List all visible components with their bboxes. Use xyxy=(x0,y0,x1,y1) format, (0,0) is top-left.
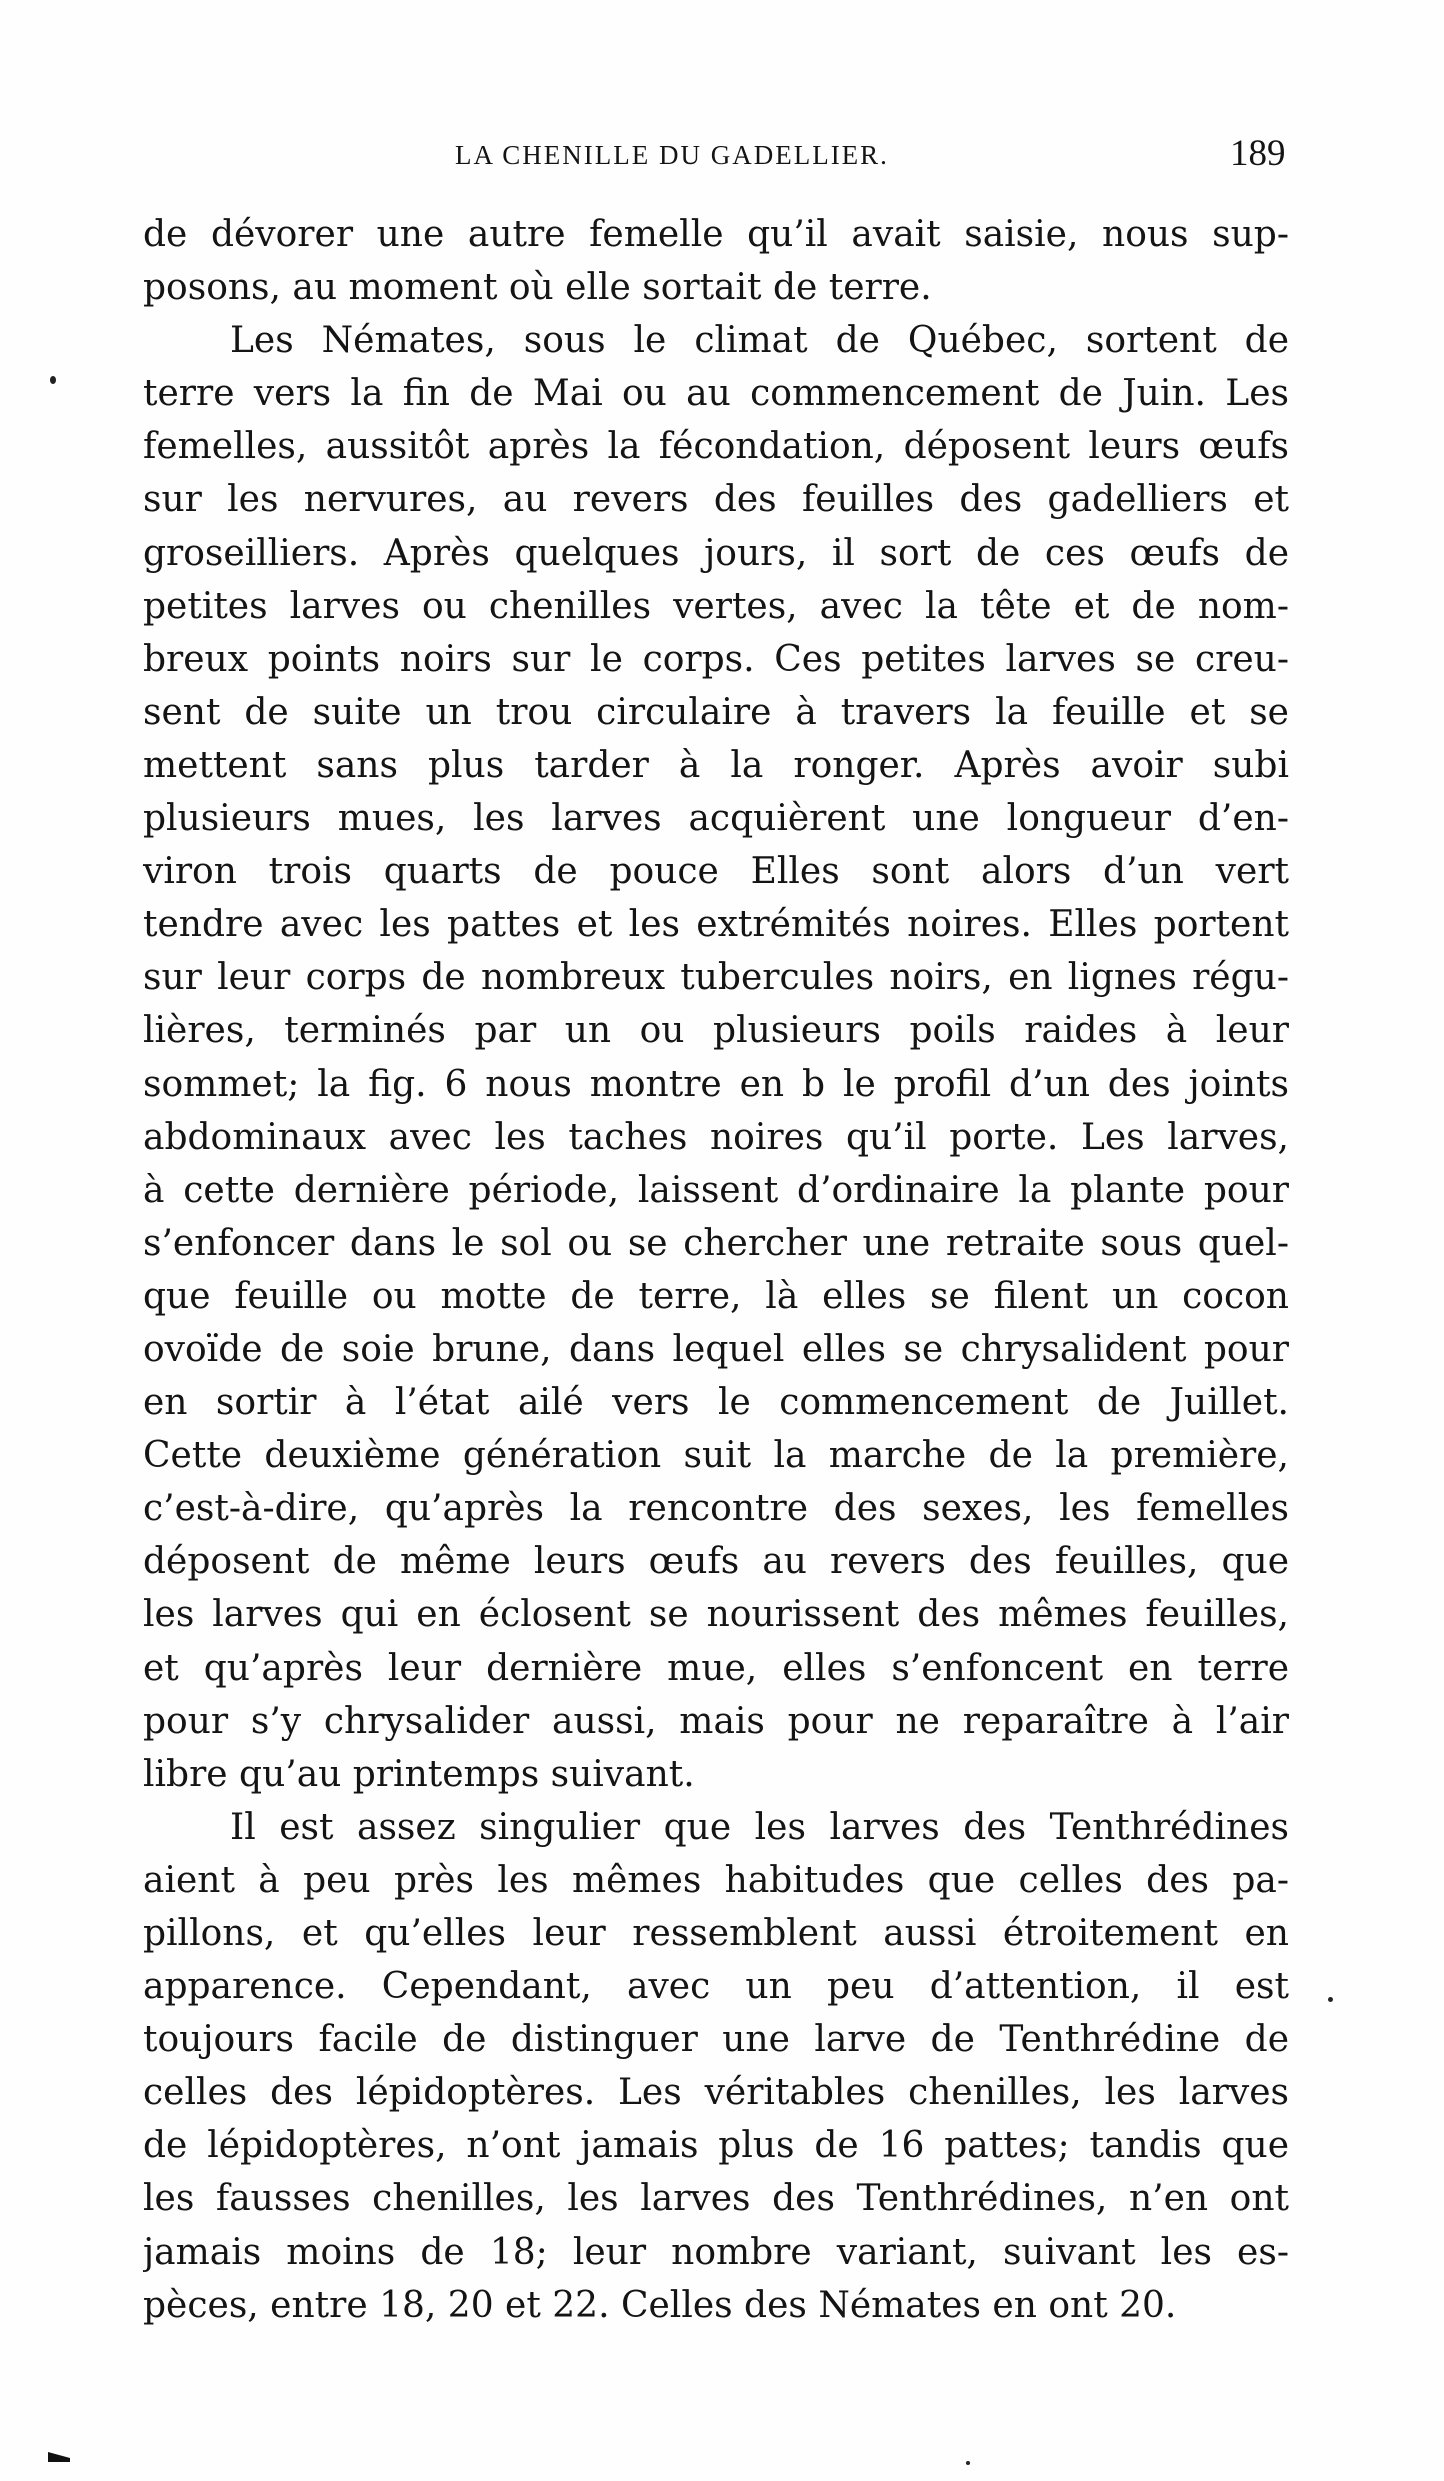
text-line: petites larves ou chenilles vertes, avec la tête et de nom- xyxy=(143,585,1289,627)
text-line: Il est assez singulier que les larves des Tenthrédines xyxy=(230,1806,1289,1848)
margin-speck xyxy=(50,376,56,384)
text-line: et qu’après leur dernière mue, elles s’enfoncent en terre xyxy=(143,1647,1289,1689)
text-line: sommet; la fig. 6 nous montre en b le profil d’un des joints xyxy=(143,1063,1289,1105)
text-line: breux points noirs sur le corps. Ces petites larves se creu- xyxy=(143,638,1289,680)
text-line: les larves qui en éclosent se nourissent des mêmes feuilles, xyxy=(143,1594,1289,1636)
text-line: posons, au moment où elle sortait de terre. xyxy=(143,267,932,309)
text-line: apparence. Cependant, avec un peu d’attention, il est xyxy=(143,1966,1289,2008)
text-line: sur leur corps de nombreux tubercules noirs, en lignes régu- xyxy=(143,957,1289,999)
text-line: abdominaux avec les taches noires qu’il porte. Les larves, xyxy=(143,1116,1289,1158)
text-line: sent de suite un trou circulaire à travers la feuille et se xyxy=(143,691,1289,733)
text-line: plusieurs mues, les larves acquièrent une longueur d’en- xyxy=(143,798,1289,840)
text-line: celles des lépidoptères. Les véritables chenilles, les larves xyxy=(143,2072,1289,2114)
text-line: lières, terminés par un ou plusieurs poils raides à leur xyxy=(143,1010,1289,1052)
margin-speck xyxy=(1328,1997,1333,2002)
text-line: groseilliers. Après quelques jours, il sort de ces œufs de xyxy=(143,532,1289,574)
text-line: pèces, entre 18, 20 et 22. Celles des Némates en ont 20. xyxy=(143,2284,1177,2326)
text-line: toujours facile de distinguer une larve de Tenthrédine de xyxy=(143,2019,1289,2061)
page-number: 189 xyxy=(1230,133,1286,174)
text-line: pillons, et qu’elles leur ressemblent aussi étroitement en xyxy=(143,1913,1289,1954)
text-line: jamais moins de 18; leur nombre variant, suivant les es- xyxy=(143,2231,1289,2273)
text-line: Les Némates, sous le climat de Québec, sortent de xyxy=(230,320,1289,362)
text-line: de lépidoptères, n’ont jamais plus de 16 pattes; tandis que xyxy=(143,2125,1289,2167)
text-line: de dévorer une autre femelle qu’il avait saisie, nous sup- xyxy=(143,214,1289,255)
text-line: s’enfoncer dans le sol ou se chercher une retraite sous quel- xyxy=(143,1222,1289,1264)
text-line: terre vers la fin de Mai ou au commencement de Juin. Les xyxy=(143,373,1289,415)
text-line: tendre avec les pattes et les extrémités noires. Elles portent xyxy=(143,904,1289,946)
text-line: déposent de même leurs œufs au revers des feuilles, que xyxy=(143,1541,1289,1583)
text-line: ovoïde de soie brune, dans lequel elles se chrysalident pour xyxy=(143,1328,1289,1370)
corner-mark xyxy=(48,2452,70,2462)
text-line: mettent sans plus tarder à la ronger. Après avoir subi xyxy=(143,744,1289,786)
text-line: c’est-à-dire, qu’après la rencontre des sexes, les femelles xyxy=(143,1488,1289,1530)
text-line: femelles, aussitôt après la fécondation, déposent leurs œufs xyxy=(143,426,1289,468)
text-line: viron trois quarts de pouce Elles sont alors d’un vert xyxy=(143,851,1289,893)
text-line: pour s’y chrysalider aussi, mais pour ne reparaître à l’air xyxy=(143,1700,1289,1742)
text-line: les fausses chenilles, les larves des Tenthrédines, n’en ont xyxy=(143,2178,1289,2220)
text-line: à cette dernière période, laissent d’ordinaire la plante pour xyxy=(143,1169,1289,1211)
running-head: LA CHENILLE DU GADELLIER. xyxy=(455,140,889,170)
text-line: libre qu’au printemps suivant. xyxy=(143,1753,695,1795)
text-line: aient à peu près les mêmes habitudes que celles des pa- xyxy=(143,1859,1289,1901)
text-line: en sortir à l’état ailé vers le commencement de Juillet. xyxy=(143,1382,1289,1424)
text-line: que feuille ou motte de terre, là elles se filent un cocon xyxy=(143,1275,1289,1317)
text-line: Cette deuxième génération suit la marche de la première, xyxy=(143,1435,1289,1477)
body-text xyxy=(143,208,1289,2332)
margin-speck xyxy=(966,2461,970,2465)
text-line: sur les nervures, au revers des feuilles des gadelliers et xyxy=(143,479,1289,521)
